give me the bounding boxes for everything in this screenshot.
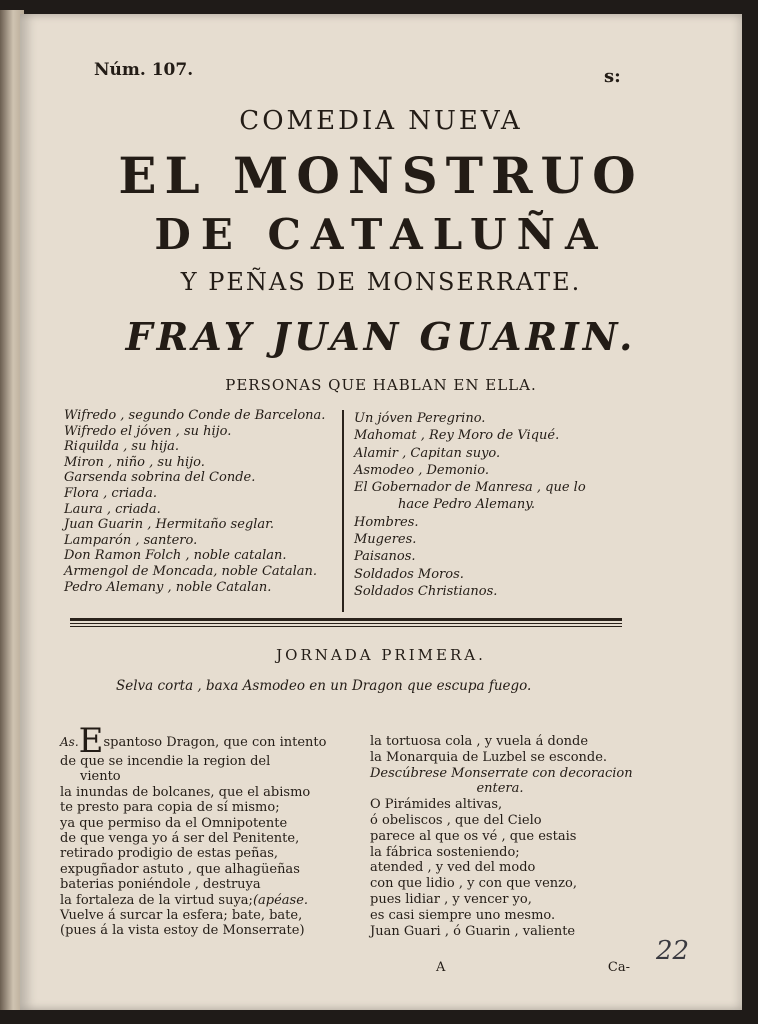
document-page [20, 14, 742, 1010]
aside-direction: (apéase. [252, 892, 309, 908]
verse-line: la Monarquia de Luzbel se esconde. [370, 749, 608, 765]
cast-item: Armengol de Moncada, noble Catalan. [64, 563, 318, 579]
cast-divider [342, 410, 344, 612]
cast-list-left [64, 408, 344, 595]
corner-mark: s: [604, 66, 621, 87]
handwritten-number: 22 [656, 936, 690, 966]
cast-item: Asmodeo , Demonio. [354, 462, 489, 478]
cast-item: hace Pedro Alemany. [398, 497, 536, 513]
verse-line: pues lidiar , y vencer yo, [370, 891, 532, 907]
cast-item: Don Ramon Folch , noble catalan. [64, 548, 287, 564]
cast-item: Un jóven Peregrino. [354, 411, 486, 426]
cast-item: Miron , niño , su hijo. [64, 454, 205, 470]
title-line-2: DE CATALUÑA [154, 210, 608, 259]
cast-item: Flora , criada. [64, 485, 157, 501]
cast-item: Paisanos. [354, 549, 416, 565]
verse-line: viento [80, 769, 121, 785]
cast-item: Mugeres. [354, 532, 417, 548]
verse-line: ya que permiso da el Omnipotente [60, 815, 288, 831]
cast-item: El Gobernador de Manresa , que lo [354, 480, 586, 496]
drop-cap: E [78, 721, 104, 761]
cast-item: Pedro Alemany , noble Catalan. [64, 579, 272, 595]
verse-text: la fortaleza de la virtud suya; [60, 892, 253, 908]
divider-rule [70, 626, 622, 627]
cast-item: Juan Guarin , Hermitaño seglar. [64, 517, 275, 533]
cast-item: Alamir , Capitan suyo. [354, 445, 501, 461]
stage-direction: entera. [476, 781, 524, 797]
cast-item: Soldados Christianos. [354, 583, 498, 599]
cast-list-right [354, 410, 664, 600]
verse-line: la tortuosa cola , y vuela á donde [370, 734, 589, 749]
verse-line: (pues á la vista estoy de Monserrate) [60, 923, 305, 939]
cast-item: Wifredo , segundo Conde de Barcelona. [64, 408, 326, 423]
act-heading: JORNADA PRIMERA. [276, 646, 486, 664]
verse-text: spantoso Dragon, que con intento [103, 735, 327, 750]
verse-line: de que se incendie la region del [60, 754, 271, 769]
verse-line: la fábrica sosteniendo; [370, 844, 520, 860]
cast-item: Laura , criada. [64, 501, 161, 517]
verse-line: Juan Guari , ó Guarin , valiente [370, 923, 576, 939]
verse-line: atended , y ved del modo [370, 860, 536, 876]
verse-line [60, 721, 360, 761]
comedia-heading: COMEDIA NUEVA [239, 106, 523, 136]
verse-line [60, 893, 360, 908]
cast-item: Mahomat , Rey Moro de Viqué. [354, 428, 560, 444]
catchword: Ca- [607, 960, 630, 975]
title-line-1: EL MONSTRUO [118, 146, 644, 205]
cast-item: Wifredo el jóven , su hijo. [64, 423, 232, 439]
title-line-4: FRAY JUAN GUARIN. [125, 314, 637, 359]
text-column-right [370, 734, 633, 939]
cast-item: Garsenda sobrina del Conde. [64, 470, 256, 486]
divider-rule [70, 618, 622, 621]
personas-heading: PERSONAS QUE HABLAN EN ELLA. [225, 376, 537, 394]
verse-line: expugñador astuto , que alhagüeñas [60, 861, 300, 877]
verse-line: O Pirámides altivas, [370, 797, 503, 813]
verse-line: retirado prodigio de estas peñas, [60, 846, 279, 862]
title-line-3: Y PEÑAS DE MONSERRATE. [180, 268, 582, 296]
verse-line: baterias poniéndole , destruya [60, 877, 261, 893]
verse-line: es casi siempre uno mesmo. [370, 907, 556, 923]
cast-item: Lamparón , santero. [64, 532, 198, 548]
verse-line: parece al que os vé , que estais [370, 828, 577, 844]
verse-line: te presto para copia de sí mismo; [60, 800, 280, 816]
speaker-label: As. [60, 735, 79, 749]
cast-item: Hombres. [354, 514, 419, 530]
verse-line: ó obeliscos , que del Cielo [370, 812, 542, 828]
stage-direction: Selva corta , baxa Asmodeo en un Dragon que escupa fuego. [116, 678, 532, 694]
verse-line: la inundas de bolcanes, que el abismo [60, 784, 311, 800]
verse-line: de que venga yo á ser del Penitente, [60, 831, 300, 847]
cast-item: Soldados Moros. [354, 566, 464, 582]
text-column-left [60, 721, 360, 939]
stage-direction: Descúbrese Monserrate con decoracion [370, 765, 633, 781]
page-number: Núm. 107. [94, 60, 194, 80]
signature-mark: A [436, 960, 446, 975]
divider-rule [70, 623, 622, 624]
verse-line: Vuelve á surcar la esfera; bate, bate, [60, 908, 303, 924]
cast-item: Riquilda , su hija. [64, 439, 180, 455]
verse-line: con que lidio , y con que venzo, [370, 876, 577, 892]
